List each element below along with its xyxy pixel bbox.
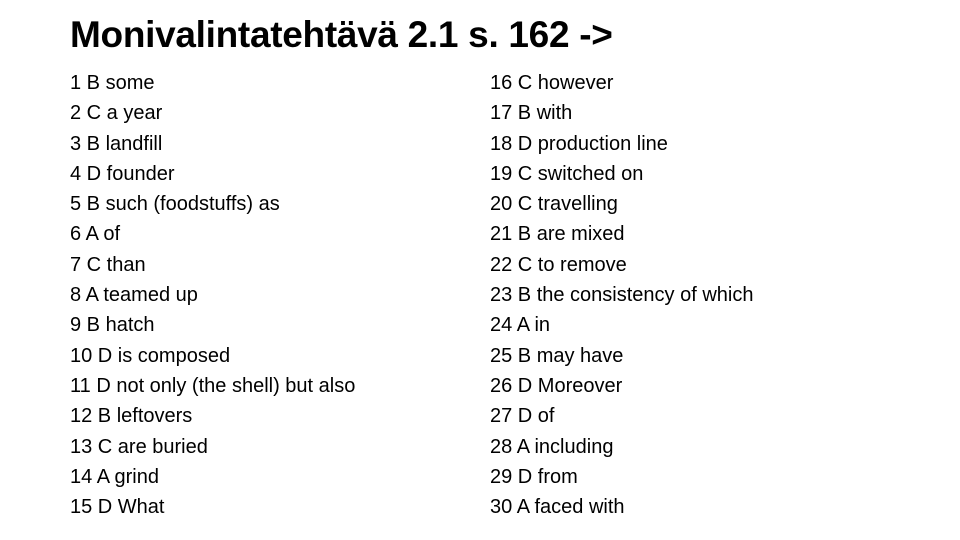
list-item: 28 A including xyxy=(490,435,614,458)
list-item: 4 D founder xyxy=(70,162,175,185)
list-item: 23 B the consistency of which xyxy=(490,284,754,307)
list-item: 1 B some xyxy=(70,72,155,94)
list-item: 21 B are mixed xyxy=(490,223,625,246)
list-item: 9 B hatch xyxy=(70,314,155,337)
list-item: 2 C a year xyxy=(70,102,163,125)
list-item: 20 C travelling xyxy=(490,193,618,216)
list-item: 3 B landfill xyxy=(70,132,163,155)
list-item: 24 A in xyxy=(490,314,551,337)
list-item: 16 C however xyxy=(490,72,614,94)
list-item: 26 D Moreover xyxy=(490,374,623,397)
list-item: 10 D is composed xyxy=(70,344,231,367)
list-item: 15 D What xyxy=(70,496,165,519)
page-title: Monivalintatehtävä 2.1 s. 162 -> xyxy=(70,14,613,55)
list-item: 8 A teamed up xyxy=(70,284,198,307)
list-item: 18 D production line xyxy=(490,132,668,155)
list-item: 22 C to remove xyxy=(490,253,627,276)
list-item: 6 A of xyxy=(70,223,121,246)
answer-column-left xyxy=(70,68,490,522)
list-item: 30 A faced with xyxy=(490,496,625,519)
list-item: 29 D from xyxy=(490,465,578,488)
list-item: 14 A grind xyxy=(70,465,159,488)
list-item: 7 C than xyxy=(70,253,146,276)
list-item: 27 D of xyxy=(490,405,555,428)
list-item: 25 B may have xyxy=(490,344,624,367)
answer-columns xyxy=(70,68,930,522)
list-item: 13 C are buried xyxy=(70,435,208,458)
list-item: 12 B leftovers xyxy=(70,405,193,428)
answer-column-right xyxy=(490,68,910,522)
list-item: 19 C switched on xyxy=(490,162,644,185)
list-item: 11 D not only (the shell) but also xyxy=(70,374,356,397)
list-item: 17 B with xyxy=(490,102,573,125)
list-item: 5 B such (foodstuffs) as xyxy=(70,193,280,216)
